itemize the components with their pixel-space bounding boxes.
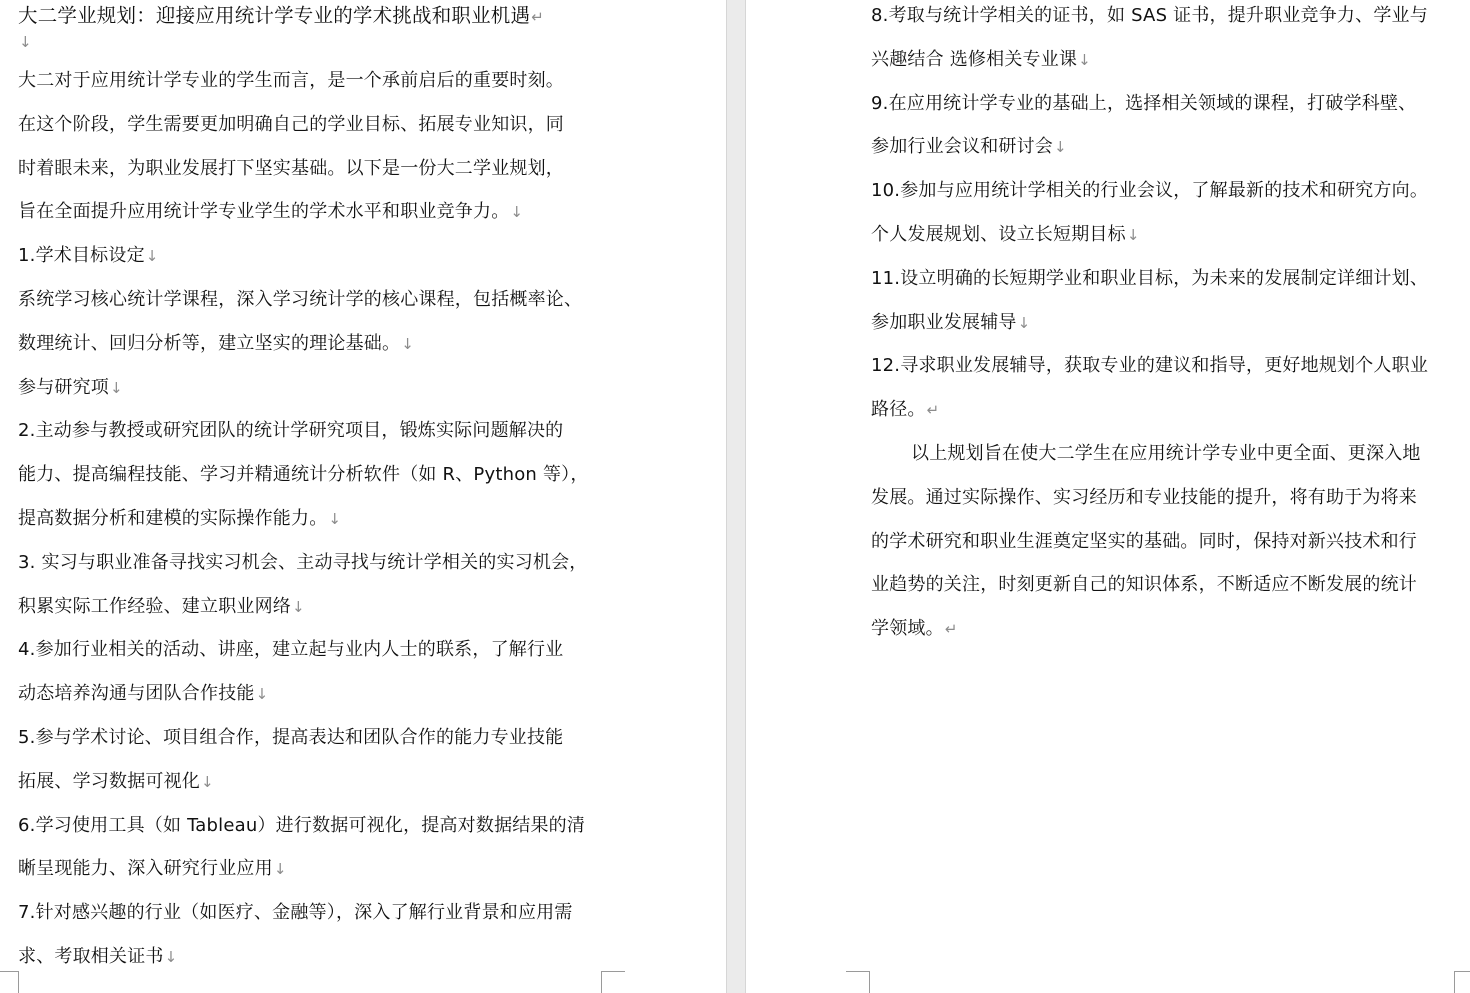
text-line bbox=[18, 591, 606, 635]
text-line bbox=[871, 394, 1456, 438]
text-line bbox=[18, 678, 606, 722]
line-text: 以上规划旨在使大二学生在应用统计学专业中更全面、更深入地 bbox=[911, 442, 1421, 464]
line-text: 参加行业会议和研讨会 bbox=[871, 136, 1053, 158]
text-line bbox=[871, 131, 1456, 175]
line-text: 拓展、学习数据可视化 bbox=[18, 770, 200, 792]
document-page-left[interactable] bbox=[0, 0, 726, 993]
line-text: 提高数据分析和建模的实际操作能力。 bbox=[18, 507, 328, 529]
line-text: 系统学习核心统计学课程，深入学习统计学的核心课程，包括概率论、 bbox=[18, 288, 583, 310]
text-line bbox=[18, 153, 606, 197]
line-break-mark: ↓ bbox=[401, 334, 414, 353]
text-line bbox=[871, 307, 1456, 351]
text-line bbox=[18, 196, 606, 240]
line-text: 发展。通过实际操作、实习经历和专业技能的提升，将有助于为将来 bbox=[871, 486, 1417, 508]
line-text: 的学术研究和职业生涯奠定坚实的基础。同时，保持对新兴技术和行 bbox=[871, 530, 1417, 552]
line-text: 8.考取与统计学相关的证书，如 SAS 证书，提升职业竞争力、学业与 bbox=[871, 5, 1428, 26]
line-text: 时着眼未来，为职业发展打下坚实基础。以下是一份大二学业规划， bbox=[18, 157, 564, 179]
document-title bbox=[18, 0, 606, 31]
line-text: 个人发展规划、设立长短期目标 bbox=[871, 223, 1126, 245]
text-line bbox=[871, 482, 1456, 526]
line-break-mark: ↓ bbox=[110, 378, 123, 397]
paragraph-mark: ↵ bbox=[531, 8, 544, 26]
line-text: 12.寻求职业发展辅导，获取专业的建议和指导，更好地规划个人职业 bbox=[871, 355, 1429, 377]
text-line bbox=[18, 766, 606, 810]
line-text: 学领域。 bbox=[871, 618, 944, 640]
line-text: 9.在应用统计学专业的基础上，选择相关领域的课程，打破学科壁、 bbox=[871, 92, 1417, 114]
line-text: 参与研究项 bbox=[18, 376, 109, 398]
line-text: 2.主动参与教授或研究团队的统计学研究项目，锻炼实际问题解决的 bbox=[18, 420, 564, 442]
text-line bbox=[871, 613, 1456, 657]
line-break-mark: ↓ bbox=[292, 597, 305, 616]
line-break-mark: ↓ bbox=[1017, 313, 1031, 332]
line-text: 业趋势的关注，时刻更新自己的知识体系，不断适应不断发展的统计 bbox=[871, 574, 1417, 596]
text-line bbox=[18, 240, 606, 284]
line-text: 1.学术目标设定 bbox=[18, 245, 145, 267]
line-break-mark: ↓ bbox=[19, 33, 32, 51]
line-text: 大二对于应用统计学专业的学生而言，是一个承前启后的重要时刻。 bbox=[18, 70, 564, 91]
line-text: 晰呈现能力、深入研究行业应用 bbox=[18, 858, 273, 880]
text-line bbox=[871, 219, 1456, 263]
text-line bbox=[871, 263, 1456, 307]
text-line bbox=[18, 65, 606, 109]
text-line bbox=[18, 853, 606, 897]
text-line bbox=[871, 438, 1456, 482]
line-text: 路径。 bbox=[871, 399, 926, 421]
text-line bbox=[871, 88, 1456, 132]
text-line bbox=[18, 328, 606, 372]
line-break-mark: ↓ bbox=[255, 685, 269, 704]
line-text: 参加职业发展辅导 bbox=[871, 311, 1017, 333]
line-text: 兴趣结合 选修相关专业课 bbox=[871, 48, 1078, 70]
line-text: 11.设立明确的长短期学业和职业目标，为未来的发展制定详细计划、 bbox=[871, 267, 1429, 289]
line-break-mark: ↓ bbox=[328, 509, 342, 528]
text-line bbox=[18, 547, 606, 591]
page-gap bbox=[726, 0, 746, 993]
page-left-content bbox=[18, 0, 606, 985]
line-text: 旨在全面提升应用统计学专业学生的学术水平和职业竞争力。 bbox=[18, 201, 510, 223]
text-line bbox=[18, 897, 606, 941]
paragraph-mark: ↵ bbox=[926, 401, 940, 420]
text-line bbox=[18, 415, 606, 459]
line-text: 在这个阶段，学生需要更加明确自己的学业目标、拓展专业知识，同 bbox=[18, 113, 564, 135]
paragraph-mark: ↵ bbox=[944, 620, 958, 639]
left-page-lines bbox=[18, 65, 606, 985]
crop-mark-bottom-right bbox=[1454, 971, 1470, 993]
line-text: 3. 实习与职业准备寻找实习机会、主动寻找与统计学相关的实习机会， bbox=[18, 551, 588, 573]
text-line bbox=[18, 372, 606, 416]
text-line bbox=[871, 350, 1456, 394]
line-break-mark: ↓ bbox=[145, 247, 159, 266]
page-right-content bbox=[871, 0, 1456, 657]
line-text: 10.参加与应用统计学相关的行业会议，了解最新的技术和研究方向。 bbox=[871, 180, 1429, 202]
title-text: 大二学业规划：迎接应用统计学专业的学术挑战和职业机遇 bbox=[18, 4, 531, 27]
line-text: 4.参加行业相关的活动、讲座，建立起与业内人士的联系，了解行业 bbox=[18, 639, 564, 661]
line-text: 5.参与学术讨论、项目组合作，提高表达和团队合作的能力专业技能 bbox=[18, 726, 564, 748]
text-line bbox=[18, 459, 606, 503]
line-text: 6.学习使用工具（如 Tableau）进行数据可视化，提高对数据结果的清 bbox=[18, 814, 586, 836]
text-line bbox=[18, 941, 606, 985]
line-text: 积累实际工作经验、建立职业网络 bbox=[18, 595, 291, 617]
line-text: 动态培养沟通与团队合作技能 bbox=[18, 683, 255, 705]
crop-mark-bottom-left bbox=[0, 971, 19, 993]
document-page-right[interactable] bbox=[746, 0, 1470, 993]
text-line bbox=[18, 722, 606, 766]
text-line bbox=[871, 0, 1456, 44]
text-line bbox=[18, 810, 606, 854]
line-break-mark: ↓ bbox=[1078, 50, 1091, 69]
text-line bbox=[871, 44, 1456, 88]
line-text: 数理统计、回归分析等，建立坚实的理论基础。 bbox=[18, 332, 401, 354]
line-text: 能力、提高编程技能、学习并精通统计分析软件（如 R、Python 等）， bbox=[18, 464, 589, 486]
line-break-mark: ↓ bbox=[1054, 138, 1067, 157]
right-page-lines bbox=[871, 0, 1456, 657]
text-line bbox=[18, 503, 606, 547]
line-break-mark: ↓ bbox=[164, 947, 178, 966]
line-text: 7.针对感兴趣的行业（如医疗、金融等），深入了解行业背景和应用需 bbox=[18, 902, 573, 924]
line-break-mark: ↓ bbox=[273, 860, 287, 879]
line-break-mark: ↓ bbox=[201, 772, 214, 791]
text-line bbox=[871, 526, 1456, 570]
line-break-mark: ↓ bbox=[510, 203, 524, 222]
line-break-mark: ↓ bbox=[1126, 225, 1140, 244]
text-line bbox=[18, 284, 606, 328]
empty-line bbox=[18, 31, 606, 65]
text-line bbox=[18, 634, 606, 678]
line-text: 求、考取相关证书 bbox=[18, 945, 164, 967]
crop-mark-bottom-right bbox=[601, 971, 625, 993]
text-line bbox=[18, 109, 606, 153]
text-line bbox=[871, 175, 1456, 219]
text-line bbox=[871, 569, 1456, 613]
crop-mark-bottom-left bbox=[846, 971, 870, 993]
